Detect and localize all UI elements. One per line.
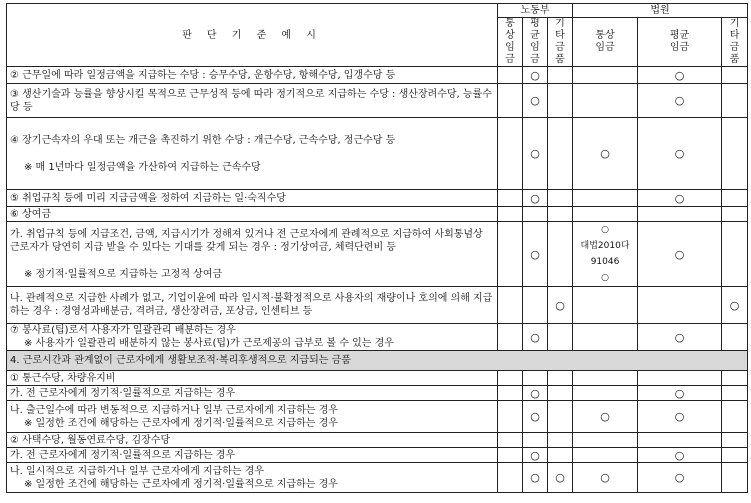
section-4-heading: 4. 근로시간과 관계없이 근로자에게 생활보조적·복리후생적으로 지급되는 금품 [7, 351, 748, 371]
labor-average-wage-mark: ○ [523, 386, 548, 401]
court-average-wage-mark: ○ [638, 463, 722, 493]
criteria-text: 가. 취업규칙 등에 지급조건, 금액, 지급시기가 정해져 있거나 전 근로자에게 관례적으로 지급하여 사회통념상 근로자가 당연히 지급 받을 수 있다는 기대를 갖게 되는 경우 : 정기상여금, 체력단련비 등 [10, 228, 483, 253]
labor-ordinary-wage-mark [498, 448, 523, 463]
table-row [7, 190, 748, 207]
criteria-cell [7, 207, 498, 222]
labor-average-wage-mark: ○ [523, 448, 548, 463]
criteria-text: 나. 출근일수에 따라 변동적으로 지급하거나 일부 근로자에게 지급하는 경우 [10, 404, 339, 416]
labor-other-pay-mark [548, 371, 573, 386]
court-ordinary-wage-header: 통상 임금 [573, 18, 638, 67]
criteria-cell [7, 386, 498, 401]
table-row [7, 448, 748, 463]
court-average-wage-mark [638, 287, 722, 324]
court-other-pay-header: 기타 금품 [722, 18, 748, 67]
court-average-wage-mark: ○ [638, 386, 722, 401]
labor-average-wage-mark: ○ [523, 84, 548, 118]
court-other-pay-mark [722, 324, 748, 351]
table-row [7, 386, 748, 401]
labor-ordinary-wage-mark [498, 118, 523, 190]
court-ordinary-wage-mark [573, 371, 638, 386]
table-row [7, 118, 748, 190]
labor-ministry-header: 노동부 [498, 4, 573, 18]
court-other-pay-mark [722, 371, 748, 386]
court-average-wage-mark: ○ [638, 448, 722, 463]
table-row [7, 84, 748, 118]
labor-other-pay-mark [548, 324, 573, 351]
court-other-pay-mark [722, 118, 748, 190]
criteria-cell [7, 324, 498, 351]
court-ordinary-wage-mark: ○ [573, 118, 638, 190]
labor-average-wage-mark: ○ [523, 222, 548, 287]
court-average-wage-mark [638, 433, 722, 448]
criteria-cell [7, 401, 498, 433]
criteria-text: ② 근무일에 따라 일정금액을 지급하는 수당 : 승무수당, 운항수당, 항해수당, 입갱수당 등 [10, 69, 396, 81]
criteria-cell [7, 84, 498, 118]
criteria-text: 나. 관례적으로 지급한 사례가 없고, 기업이윤에 따라 일시적·불확정적으로 사용자의 재량이나 호의에 의해 지급하는 경우 : 경영성과배분금, 격려금, 생산장려금, 포상금, 인센티브 등 [10, 293, 493, 317]
court-average-wage-mark: ○ [638, 222, 722, 287]
criteria-cell [7, 371, 498, 386]
labor-average-wage-mark: ○ [523, 401, 548, 433]
criteria-note: ※ 정기적·일률적으로 지급하는 고정적 상여금 [24, 268, 223, 280]
labor-ordinary-wage-header: 통상 임금 [498, 18, 523, 67]
labor-other-pay-mark [548, 190, 573, 207]
labor-average-wage-mark: ○ [523, 118, 548, 190]
criteria-text: ⑥ 상여금 [10, 208, 52, 220]
court-ordinary-wage-mark: ○ 대법2010다91046 ○ [573, 222, 638, 287]
labor-ordinary-wage-mark [498, 401, 523, 433]
court-other-pay-mark [722, 401, 748, 433]
court-average-wage-mark [638, 371, 722, 386]
court-ordinary-wage-mark [573, 433, 638, 448]
court-average-wage-mark: ○ [638, 67, 722, 84]
wage-criteria-table [6, 3, 748, 493]
labor-other-pay-mark [548, 118, 573, 190]
court-ordinary-wage-mark [573, 207, 638, 222]
court-ordinary-wage-mark [573, 67, 638, 84]
criteria-note: ※ 매 1년마다 일정금액을 가산하여 지급하는 근속수당 [24, 161, 261, 173]
court-average-wage-mark: ○ [638, 324, 722, 351]
labor-average-wage-mark [523, 371, 548, 386]
labor-other-pay-mark [548, 222, 573, 287]
court-average-wage-mark: ○ [638, 190, 722, 207]
court-average-wage-header: 평균 임금 [638, 18, 722, 67]
criteria-text: ⑦ 봉사료(팁)로서 사용자가 일괄관리 배분하는 경우 [10, 325, 236, 336]
table-row [7, 433, 748, 448]
court-ordinary-wage-mark [573, 324, 638, 351]
table-row [7, 401, 748, 433]
labor-other-pay-mark [548, 67, 573, 84]
labor-ordinary-wage-mark [498, 433, 523, 448]
criteria-cell [7, 67, 498, 84]
labor-average-wage-mark: ○ [523, 324, 548, 351]
court-average-wage-mark: ○ [638, 401, 722, 433]
labor-ordinary-wage-mark [498, 324, 523, 351]
labor-average-wage-mark: ○ [523, 190, 548, 207]
court-other-pay-mark [722, 190, 748, 207]
criteria-text: 가. 전 근로자에게 정기적·일률적으로 지급하는 경우 [10, 387, 236, 399]
labor-ordinary-wage-mark [498, 463, 523, 493]
court-average-wage-mark: ○ [638, 84, 722, 118]
criteria-note: ※ 사용자가 일괄관리 배분하지 않는 봉사료(팁)가 근로제공의 급부로 볼 수 있는 경우 [24, 338, 394, 349]
criteria-header: 판 단 기 준 예 시 [7, 4, 498, 67]
court-ordinary-wage-mark: ○ [573, 463, 638, 493]
court-other-pay-mark [722, 433, 748, 448]
court-other-pay-mark [722, 386, 748, 401]
court-other-pay-mark [722, 463, 748, 493]
court-other-pay-mark [722, 448, 748, 463]
table-row [7, 463, 748, 493]
labor-ordinary-wage-mark [498, 386, 523, 401]
labor-other-pay-mark [548, 401, 573, 433]
court-ordinary-wage-mark [573, 448, 638, 463]
labor-other-pay-header: 기타 금품 [548, 18, 573, 67]
court-other-pay-mark: ○ [722, 287, 748, 324]
labor-ordinary-wage-mark [498, 287, 523, 324]
criteria-cell [7, 190, 498, 207]
labor-average-wage-mark [523, 287, 548, 324]
labor-average-wage-header: 평균 임금 [523, 18, 548, 67]
labor-other-pay-mark [548, 448, 573, 463]
criteria-text: ② 사택수당, 월동연료수당, 김장수당 [10, 434, 171, 446]
labor-average-wage-mark [523, 433, 548, 448]
labor-ordinary-wage-mark [498, 67, 523, 84]
labor-other-pay-mark [548, 433, 573, 448]
court-ordinary-wage-mark [573, 190, 638, 207]
criteria-text: 가. 전 근로자에게 정기적·일률적으로 지급하는 경우 [10, 449, 236, 461]
criteria-cell [7, 287, 498, 324]
labor-average-wage-mark: ○ [523, 463, 548, 493]
court-ordinary-wage-mark: ○ [573, 401, 638, 433]
table-row [7, 207, 748, 222]
table-row [7, 67, 748, 84]
criteria-note: ※ 일정한 조건에 해당하는 근로자에게 정기적·일률적으로 지급하는 경우 [24, 478, 338, 490]
court-other-pay-mark [722, 67, 748, 84]
criteria-text: ③ 생산기술과 능률을 향상시킬 목적으로 근무성적 등에 따라 정기적으로 지급하는 수당 : 생산장려수당, 능률수당 등 [10, 88, 492, 113]
court-average-wage-mark: ○ [638, 118, 722, 190]
labor-other-pay-mark: ○ [548, 463, 573, 493]
criteria-text: ④ 장기근속자의 우대 또는 개근을 촉진하기 위한 수당 : 개근수당, 근속수당, 정근수당 등 [10, 134, 396, 146]
court-average-wage-mark [638, 207, 722, 222]
criteria-cell [7, 118, 498, 190]
labor-average-wage-mark [523, 207, 548, 222]
labor-ordinary-wage-mark [498, 371, 523, 386]
criteria-cell [7, 222, 498, 287]
labor-other-pay-mark: ○ [548, 287, 573, 324]
labor-ordinary-wage-mark [498, 190, 523, 207]
table-row [7, 324, 748, 351]
court-other-pay-mark [722, 84, 748, 118]
labor-other-pay-mark [548, 84, 573, 118]
court-header: 법원 [573, 4, 748, 18]
court-ordinary-wage-mark [573, 287, 638, 324]
court-ordinary-wage-mark [573, 386, 638, 401]
labor-ordinary-wage-mark [498, 207, 523, 222]
criteria-text: ⑤ 취업규칙 등에 미리 지급금액을 정하여 지급하는 일·숙직수당 [10, 192, 286, 204]
table-row [7, 287, 748, 324]
court-ordinary-wage-mark [573, 84, 638, 118]
court-other-pay-mark [722, 222, 748, 287]
criteria-cell [7, 463, 498, 493]
criteria-cell [7, 448, 498, 463]
criteria-note: ※ 일정한 조건에 해당하는 근로자에게 정기적·일률적으로 지급하는 경우 [24, 417, 338, 429]
labor-average-wage-mark: ○ [523, 67, 548, 84]
labor-other-pay-mark [548, 386, 573, 401]
criteria-text: ① 통근수당, 차량유지비 [10, 372, 116, 384]
criteria-cell [7, 433, 498, 448]
labor-ordinary-wage-mark [498, 222, 523, 287]
labor-ordinary-wage-mark [498, 84, 523, 118]
table-row [7, 371, 748, 386]
criteria-text: 나. 일시적으로 지급하거나 일부 근로자에게 지급하는 경우 [10, 465, 265, 477]
court-other-pay-mark [722, 207, 748, 222]
table-row [7, 222, 748, 287]
labor-other-pay-mark [548, 207, 573, 222]
